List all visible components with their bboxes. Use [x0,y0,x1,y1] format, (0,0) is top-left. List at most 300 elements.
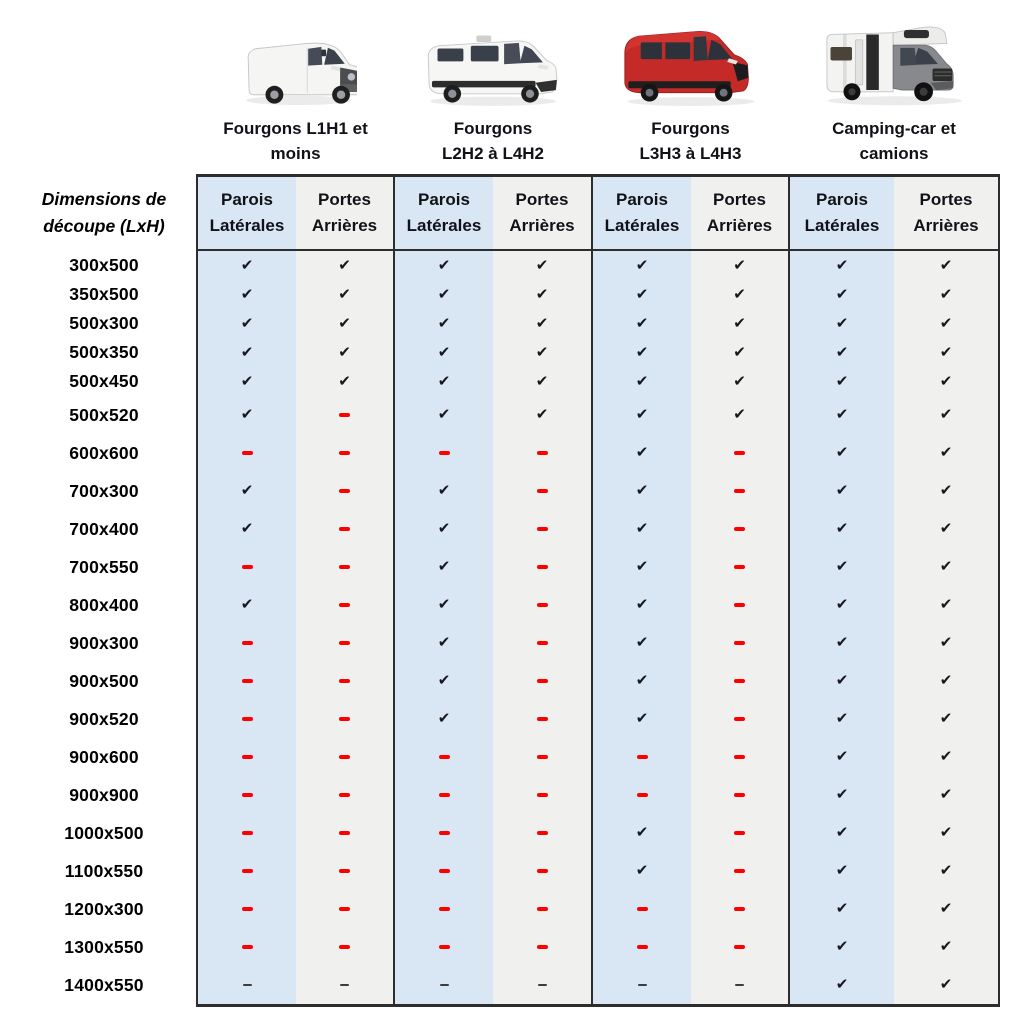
compat-cell [691,776,789,814]
red-dash-icon [339,907,350,911]
check-icon: ✔ [635,519,649,537]
dimension-row-label: 900x900 [12,776,197,814]
compat-cell [691,852,789,890]
red-dash-icon [637,793,648,797]
column-header-parois-laterales: Parois Latérales [197,176,296,251]
table-row [12,852,999,890]
check-icon: ✔ [240,371,254,390]
table-row [12,738,999,776]
compat-cell [394,662,493,700]
compat-cell [592,472,691,510]
red-dash-icon [734,869,745,873]
red-dash-icon [734,717,745,721]
check-icon: ✔ [939,405,953,423]
column-header-portes-arrieres: Portes Arrières [296,176,394,251]
red-dash-icon [242,717,253,721]
compat-cell [592,367,691,396]
compat-cell [894,586,999,624]
red-dash-icon [339,641,350,645]
red-dash-icon [637,945,648,949]
red-dash-icon [439,869,450,873]
dimension-row-label: 700x300 [12,472,197,510]
column-header-portes-arrieres: Portes Arrières [894,176,999,251]
compat-cell [197,434,296,472]
compat-cell [197,624,296,662]
spacer-cell [12,10,197,112]
red-dash-icon [339,831,350,835]
check-icon: ✔ [835,255,849,274]
compat-cell [197,890,296,928]
table-row [12,624,999,662]
compat-cell [789,966,894,1006]
compat-cell [691,700,789,738]
group-title-line: Fourgons [651,119,730,138]
compat-cell [493,280,592,309]
group-title-line: L3H3 à L4H3 [639,144,742,163]
red-dash-icon [734,565,745,569]
compat-cell [691,928,789,966]
compat-cell [493,700,592,738]
compat-cell [592,776,691,814]
check-icon: ✔ [437,671,451,689]
compat-cell [394,890,493,928]
spacer-cell [12,112,197,176]
check-icon: ✔ [733,371,746,390]
dash-icon [340,984,349,987]
check-icon: ✔ [939,747,953,765]
red-dash-icon [537,755,548,759]
compat-cell [691,280,789,309]
compat-cell [592,928,691,966]
vehicle-cell-3 [592,10,789,112]
compat-cell [592,250,691,280]
group-title-line: Fourgons L1H1 et [223,119,368,138]
compat-cell [789,624,894,662]
red-dash-icon [734,831,745,835]
check-icon: ✔ [635,481,649,499]
check-icon: ✔ [939,313,953,332]
red-dash-icon [242,679,253,683]
compat-cell [592,434,691,472]
red-dash-icon [339,603,350,607]
compat-cell [894,396,999,434]
check-icon: ✔ [939,557,953,575]
compat-cell [394,338,493,367]
check-icon: ✔ [437,633,451,651]
dimension-row-label: 1000x500 [12,814,197,852]
white-panel-van-icon [235,13,357,107]
check-icon: ✔ [635,861,649,879]
table-row [12,309,999,338]
red-dash-icon [537,451,548,455]
compat-cell [789,434,894,472]
dimension-row-label: 300x500 [12,250,197,280]
check-icon: ✔ [635,313,649,332]
compat-cell [197,472,296,510]
compat-cell [394,250,493,280]
red-dash-icon [242,755,253,759]
compat-cell [493,890,592,928]
compat-cell [789,700,894,738]
dash-icon [735,984,744,987]
compat-cell [894,250,999,280]
grey-motorhome-icon [816,13,973,107]
compat-cell [789,814,894,852]
red-dash-icon [339,565,350,569]
check-icon: ✔ [835,785,849,803]
red-dash-icon [734,641,745,645]
compat-cell [197,738,296,776]
dimension-row-label: 500x520 [12,396,197,434]
check-icon: ✔ [635,633,649,651]
dash-icon [243,984,252,987]
compat-cell [691,966,789,1006]
check-icon: ✔ [635,342,649,361]
compat-cell [789,250,894,280]
compat-cell [394,434,493,472]
red-dash-icon [734,907,745,911]
red-dash-icon [537,527,548,531]
red-dash-icon [242,945,253,949]
column-headers-row [12,176,999,251]
check-icon: ✔ [835,861,849,879]
compat-cell [296,738,394,776]
red-dash-icon [637,907,648,911]
check-icon: ✔ [835,709,849,727]
check-icon: ✔ [733,255,746,274]
dimension-row-label: 700x400 [12,510,197,548]
check-icon: ✔ [939,937,953,955]
red-dash-icon [339,489,350,493]
compat-cell [197,966,296,1006]
table-row [12,700,999,738]
check-icon: ✔ [437,371,451,390]
compat-cell [894,309,999,338]
check-icon: ✔ [835,823,849,841]
table-row [12,548,999,586]
compat-cell [493,662,592,700]
check-icon: ✔ [635,405,649,423]
table-row [12,250,999,280]
dimension-row-label: 900x600 [12,738,197,776]
compat-cell [894,700,999,738]
compat-cell [894,280,999,309]
compat-cell [493,624,592,662]
compat-cell [493,367,592,396]
compat-cell [296,776,394,814]
compat-cell [789,510,894,548]
check-icon: ✔ [733,405,746,423]
compat-cell [296,966,394,1006]
vehicle-cell-4 [789,10,999,112]
compat-cell [789,662,894,700]
check-icon: ✔ [835,371,849,390]
compat-cell [493,338,592,367]
compat-cell [394,814,493,852]
check-icon: ✔ [635,443,649,461]
compat-cell [691,624,789,662]
group-title-line: moins [270,144,321,163]
red-dash-icon [734,451,745,455]
check-icon: ✔ [939,709,953,727]
compat-cell [394,396,493,434]
dimension-row-label: 500x300 [12,309,197,338]
column-header-portes-arrieres: Portes Arrières [691,176,789,251]
compat-cell [394,472,493,510]
dimension-row-label: 900x500 [12,662,197,700]
check-icon: ✔ [240,595,254,613]
red-dash-icon [242,451,253,455]
check-icon: ✔ [939,861,953,879]
compat-cell [789,396,894,434]
red-dash-icon [339,527,350,531]
table-row [12,396,999,434]
check-icon: ✔ [635,557,649,575]
compat-cell [296,624,394,662]
check-icon: ✔ [437,255,451,274]
compat-cell [197,776,296,814]
check-icon: ✔ [635,671,649,689]
compat-cell [493,814,592,852]
check-icon: ✔ [535,371,549,390]
check-icon: ✔ [635,595,649,613]
red-dash-icon [439,793,450,797]
red-dash-icon [734,527,745,531]
compat-cell [592,890,691,928]
red-dash-icon [242,641,253,645]
compat-cell [493,738,592,776]
compat-cell [789,776,894,814]
compat-cell [296,309,394,338]
check-icon: ✔ [535,405,549,423]
compat-cell [493,776,592,814]
dimension-row-label: 800x400 [12,586,197,624]
table-row [12,434,999,472]
red-dash-icon [734,603,745,607]
compat-cell [197,700,296,738]
red-dash-icon [734,489,745,493]
compat-cell [296,890,394,928]
red-dash-icon [537,489,548,493]
compat-cell [394,624,493,662]
compat-cell [789,738,894,776]
compat-cell [296,548,394,586]
compat-cell [296,338,394,367]
compat-cell [691,548,789,586]
compat-cell [894,852,999,890]
dimension-row-label: 1100x550 [12,852,197,890]
check-icon: ✔ [635,255,649,274]
compat-cell [691,738,789,776]
compat-cell [894,890,999,928]
group-title-line: Camping-car et [832,119,956,138]
red-dash-icon [242,831,253,835]
check-icon: ✔ [835,443,849,461]
compat-cell [894,338,999,367]
red-dash-icon [537,565,548,569]
check-icon: ✔ [437,709,451,727]
check-icon: ✔ [939,633,953,651]
compat-cell [296,472,394,510]
compat-cell [789,367,894,396]
dimension-row-label: 600x600 [12,434,197,472]
check-icon: ✔ [835,937,849,955]
check-icon: ✔ [939,443,953,461]
check-icon: ✔ [733,342,746,361]
check-icon: ✔ [835,595,849,613]
check-icon: ✔ [939,284,953,303]
check-icon: ✔ [437,405,451,423]
compat-cell [691,367,789,396]
check-icon: ✔ [240,342,254,361]
compat-cell [493,852,592,890]
compat-cell [894,624,999,662]
compat-cell [493,510,592,548]
compat-cell [197,548,296,586]
check-icon: ✔ [338,371,351,390]
check-icon: ✔ [240,313,254,332]
table-row [12,776,999,814]
compat-cell [197,852,296,890]
red-dash-icon [242,907,253,911]
check-icon: ✔ [835,481,849,499]
compat-cell [592,309,691,338]
table-row [12,338,999,367]
dimension-row-label: 500x450 [12,367,197,396]
check-icon: ✔ [939,342,953,361]
red-dash-icon [339,717,350,721]
check-icon: ✔ [437,557,451,575]
check-icon: ✔ [835,405,849,423]
compat-cell [789,586,894,624]
check-icon: ✔ [437,313,451,332]
compat-cell [493,586,592,624]
check-icon: ✔ [939,975,953,993]
check-icon: ✔ [939,823,953,841]
compat-cell [493,309,592,338]
compat-cell [296,814,394,852]
red-dash-icon [537,603,548,607]
red-dash-icon [242,565,253,569]
compat-cell [394,852,493,890]
check-icon: ✔ [835,747,849,765]
compat-cell [789,890,894,928]
check-icon: ✔ [635,823,649,841]
compat-cell [691,338,789,367]
compat-cell [592,700,691,738]
group-title-1 [197,112,394,176]
compat-cell [493,928,592,966]
red-dash-icon [537,907,548,911]
compat-cell [894,367,999,396]
compat-cell [592,338,691,367]
check-icon: ✔ [733,313,746,332]
dimension-row-label: 1200x300 [12,890,197,928]
compat-cell [296,586,394,624]
group-title-line: L2H2 à L4H2 [441,144,545,163]
compat-cell [197,814,296,852]
dash-icon [440,984,449,987]
dimension-row-label: 1400x550 [12,966,197,1006]
compat-cell [296,852,394,890]
compat-cell [197,280,296,309]
compat-cell [592,814,691,852]
compat-cell [894,928,999,966]
check-icon: ✔ [338,284,351,303]
compat-cell [394,700,493,738]
check-icon: ✔ [835,975,849,993]
compat-cell [691,250,789,280]
column-header-parois-laterales: Parois Latérales [789,176,894,251]
check-icon: ✔ [240,255,254,274]
compat-cell [789,309,894,338]
compat-cell [197,928,296,966]
compat-cell [592,966,691,1006]
compat-cell [691,890,789,928]
check-icon: ✔ [939,785,953,803]
compat-cell [789,548,894,586]
compat-cell [493,396,592,434]
compat-cell [493,472,592,510]
compat-cell [493,966,592,1006]
compat-cell [296,367,394,396]
compat-cell [691,814,789,852]
table-row [12,586,999,624]
compat-cell [197,396,296,434]
compat-cell [296,250,394,280]
compat-cell [197,586,296,624]
compat-cell [197,662,296,700]
group-title-line: Fourgons [453,119,533,138]
check-icon: ✔ [437,595,451,613]
red-dash-icon [339,413,350,417]
check-icon: ✔ [635,284,649,303]
compat-cell [894,472,999,510]
group-title-3 [592,112,789,176]
red-dash-icon [537,679,548,683]
check-icon: ✔ [835,284,849,303]
dimension-row-label: 700x550 [12,548,197,586]
check-icon: ✔ [338,313,351,332]
compat-cell [789,852,894,890]
check-icon: ✔ [835,519,849,537]
compat-cell [691,309,789,338]
compat-cell [197,367,296,396]
compat-cell [394,928,493,966]
table-row [12,280,999,309]
red-dash-icon [537,831,548,835]
compat-cell [789,280,894,309]
compat-cell [894,662,999,700]
check-icon: ✔ [835,633,849,651]
group-title-line: camions [859,144,929,163]
red-dash-icon [339,869,350,873]
dimension-row-label: 900x520 [12,700,197,738]
check-icon: ✔ [338,255,351,274]
check-icon: ✔ [240,284,254,303]
group-title-4 [789,112,999,176]
compat-cell [296,928,394,966]
check-icon: ✔ [240,481,254,499]
red-high-roof-van-icon [616,14,766,107]
compat-cell [592,548,691,586]
check-icon: ✔ [437,481,451,499]
compat-cell [592,662,691,700]
compat-cell [296,662,394,700]
red-dash-icon [637,755,648,759]
compat-cell [691,662,789,700]
check-icon: ✔ [635,371,649,390]
